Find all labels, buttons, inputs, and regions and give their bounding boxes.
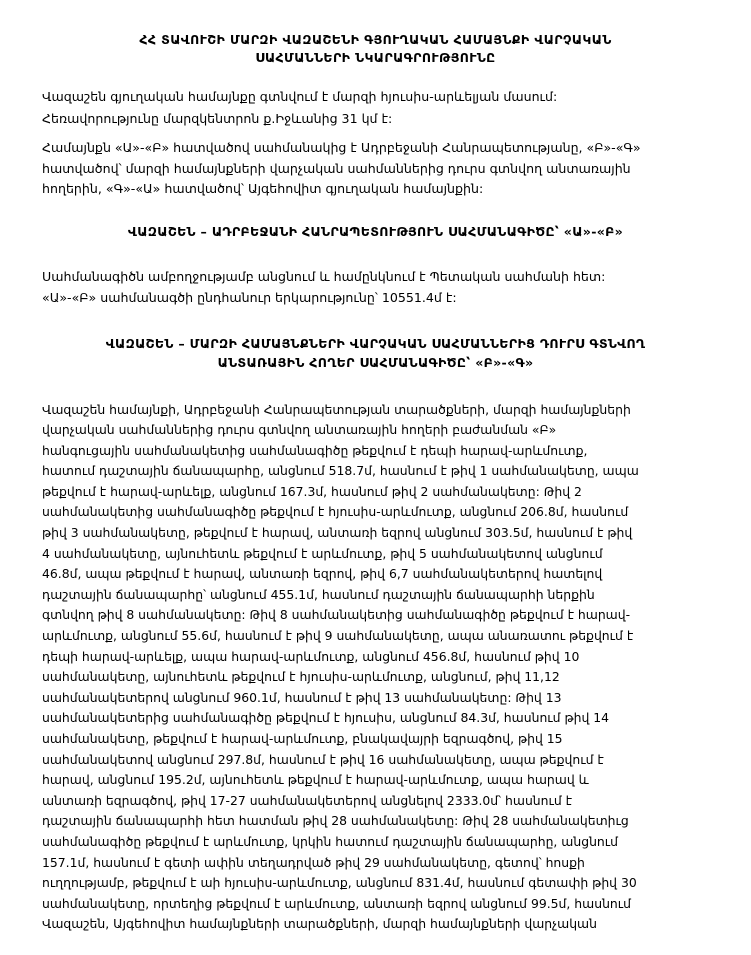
body-line: դաշտային ճանապարհի հետ հատման թիվ 28 սահմանակետը: Թիվ 28 սահմանակետիւց <box>42 813 629 829</box>
body-line: արևմուտք, անցնում 55.6մ, հասնում է թիվ 9 սահմանակետը, ապա անառատու թեքվում է <box>42 628 634 644</box>
body-line: ուղղությամբ, թեքվում է աի հյուսիս-արևմուտք, անցնում 831.4մ, հասնում գետափի թիվ 30 <box>42 875 637 891</box>
intro-location-line: Վազաշեն գյուղական համայնքը գտնվում է մարզի հյուսիս-արևելյան մասում: <box>42 89 558 104</box>
section-heading-azerbaijan-border <box>0 200 751 241</box>
body-line: հատում դաշտային ճանապարհը, անցնում 518.7մ, հասնում է թիվ 1 սահմանակետը, ապա <box>42 463 639 479</box>
adjacency-block <box>0 129 751 200</box>
body-line: 157.1մ, հասնում է գետի ափին տեղադրված թիվ 29 սահմանակետը, գետով՝ հոսքի <box>42 854 585 870</box>
adjacency-line-3: հողերին, «Գ»-«Ա» հատվածով՝ Այգեհովիտ գյուղական համայնքին: <box>42 181 484 196</box>
body-line: սահմանակետը, որտեղից թեքվում է արևմուտք, անտառի եզրով անցնում 99.5մ, հասնում <box>42 895 632 911</box>
body-line: սահմանակետից սահմանագիծը թեքվում է հյուսիս-արևմուտք, անցնում 206.8մ, հասնում <box>42 504 629 520</box>
body-line: դեպի հարավ-արևելք, ապա հարավ-արևմուտք, անցնում 456.8մ, հասնում թիվ 10 <box>42 648 580 664</box>
body-line: թեքվում է հարավ-արևելք, անցնում 167.3մ, հասնում թիվ 2 սահմանակետը: Թիվ 2 <box>42 483 582 499</box>
body-line: գտնվող թիվ 8 սահմանակետը: Թիվ 8 սահմանակետից սահմանագիծը թեքվում է հարավ- <box>42 607 631 623</box>
body-line: սահմանակետերից սահմանագիծը թեքվում է հյուսիս, անցնում 84.3մ, հասնում թիվ 14 <box>42 710 610 726</box>
boundary-description-body <box>0 372 751 935</box>
statement-line-1: Սահմանագիծն ամբողջությամբ անցնում և համընկնում է Պետական սահմանի հետ: <box>42 268 606 284</box>
adjacency-line-2: հատվածով՝ մարզի համայնքների վարչական սահմաններից դուրս գտնվող անտառային <box>42 160 631 176</box>
body-line: Վազաշեն համայնքի, Ադրբեջանի Հանրապետության տարածքների, մարզի համայնքների <box>42 401 631 417</box>
intro-distance-line: Հեռավորությունը մարզկենտրոն ք.Իջևանից 31 կմ է: <box>42 110 393 126</box>
document-title-line-2: ՍԱՀՄԱՆՆԵՐԻ ՆԿԱՐԱԳՐՈՒԹՅՈՒՆԸ <box>255 50 496 65</box>
body-line: հարավ, անցնում 195.2մ, այնուհետև թեքվում է հարավ-արևմուտք, ապա հարավ և <box>42 772 589 788</box>
body-line: սահմանակետերով անցնում 960.1մ, հասնում է թիվ 13 սահմանակետը: Թիվ 13 <box>42 689 562 705</box>
section-heading-2-line-2: ԱՆՏԱՌԱՅԻՆ ՀՈՂԵՐ ՍԱՀՄԱՆԱԳԻԾԸ՝ «Բ»-«Գ» <box>217 354 534 370</box>
body-line: Վազաշեն, Այգեհովիտ համայնքների տարածքների, մարզի համայնքների վարչական <box>42 916 597 932</box>
section-heading-2-line-1: ՎԱԶԱՇԵՆ – ՄԱՐԶԻ ՀԱՄԱՅՆՔՆԵՐԻ ՎԱՐՉԱԿԱՆ ՍԱՀՄԱՆՆԵՐԻՑ ԴՈՒՐՍ ԳՏՆՎՈՂ <box>105 335 646 351</box>
intro-block <box>0 67 751 129</box>
body-line: հանգուցային սահմանակետից սահմանագիծը թեքվում է դեպի հարավ-արևմուտք, <box>42 442 588 458</box>
body-line: դաշտային ճանապարհը՝ անցնում 455.1մ, հասնում դաշտային ճանապարհի ներքին <box>42 586 595 602</box>
body-line: թիվ 3 սահմանակետը, թեքվում է հարավ, անտառի եզրով անցնում 303.5մ, հասնում է թիվ <box>42 525 633 541</box>
body-line: անտառի եզրագծով, թիվ 17-27 սահմանակետերով անցնելով 2333.0մ՝ հասնում է <box>42 792 573 808</box>
body-line: վարչական սահմաններից դուրս գտնվող անտառային հողերի բաժանման «Բ» <box>42 422 557 438</box>
section-heading-1-text: ՎԱԶԱՇԵՆ – ԱԴՐԲԵՋԱՆԻ ՀԱՆՐԱՊԵՏՈՒԹՅՈՒՆ ՍԱՀՄԱՆԱԳԻԾԸ՝ «Ա»-«Բ» <box>127 223 624 239</box>
adjacency-line-1: Համայնքն «Ա»-«Բ» հատվածով սահմանակից է Ադրբեջանի Հանրապետությանը, «Բ»-«Գ» <box>42 140 641 155</box>
document-title <box>0 0 751 67</box>
body-line: սահմանակետը, այնուհետև թեքվում է հյուսիս-արևմուտք, անցնում, թիվ 11,12 <box>42 669 560 685</box>
statement-line-2: «Ա»-«Բ» սահմանագծի ընդհանուր երկարությունը՝ 10551.4մ է: <box>42 289 457 305</box>
body-line: 4 սահմանակետը, այնուհետև թեքվում է արևմուտք, թիվ 5 սահմանակետով անցնում <box>42 545 603 561</box>
document-title-line-1: ՀՀ ՏԱՎՈՒՇԻ ՄԱՐԶԻ ՎԱԶԱՇԵՆԻ ԳՅՈՒՂԱԿԱՆ ՀԱՄԱՅՆՔԻ ՎԱՐՉԱԿԱՆ <box>139 32 612 47</box>
body-line: սահմանագիծը թեքվում է արևմուտք, կրկին հատում դաշտային ճանապարհը, անցնում <box>42 833 619 849</box>
section-heading-forest-border <box>0 308 751 372</box>
body-line: 46.8մ, ապա թեքվում է հարավ, անտառի եզրով, թիվ 6,7 սահմանակետերով հատելով <box>42 566 603 582</box>
body-line: սահմանակետը, թեքվում է հարավ-արևմուտք, բնակավայրի եզրագծով, թիվ 15 <box>42 731 563 746</box>
statement-block <box>0 241 751 308</box>
body-line: սահմանակետով անցնում 297.8մ, հասնում է թիվ 16 սահմանակետը, ապա թեքվում է <box>42 751 604 767</box>
